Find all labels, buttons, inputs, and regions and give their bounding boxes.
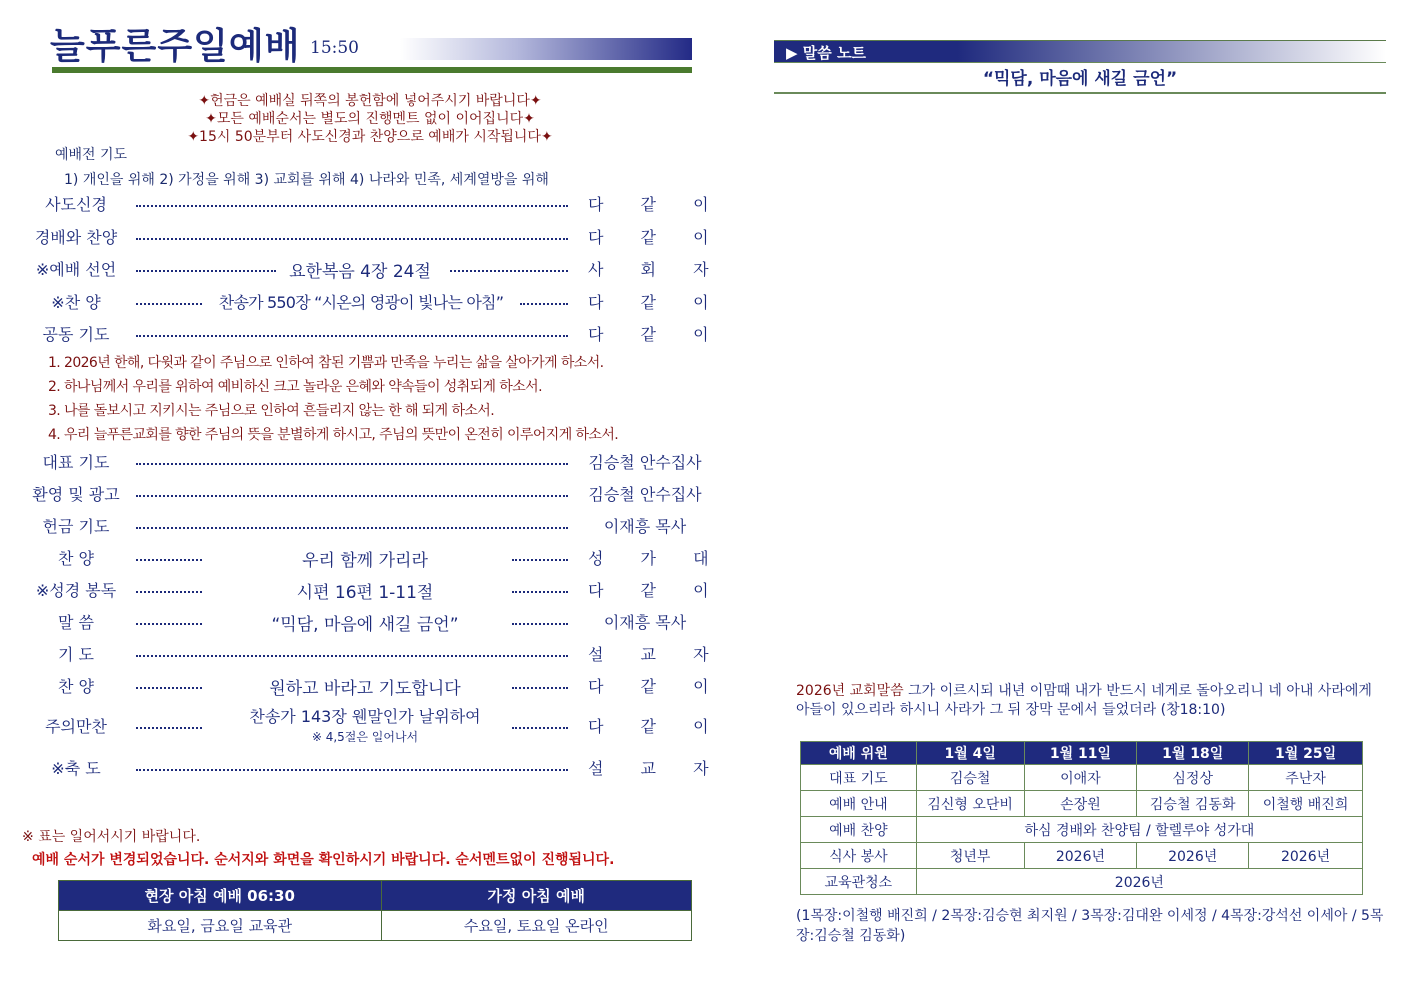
dotted-leader bbox=[512, 591, 568, 593]
order-leader: 다 같 이 bbox=[588, 677, 725, 696]
order-row bbox=[20, 514, 710, 540]
order-content: 원하고 바라고 기도합니다 bbox=[269, 679, 461, 699]
prayer-item: 3. 나를 돌보시고 지키시는 주님으로 인하여 흔들리지 않는 한 해 되게 하소서. bbox=[48, 403, 495, 419]
notice-start-time: ✦15시 50분부터 사도신경과 찬양으로 예배가 시작됩니다✦ bbox=[187, 129, 553, 145]
order-label: 말 씀 bbox=[58, 613, 94, 632]
dotted-leader bbox=[136, 623, 202, 625]
order-content: 찬송가 143장 웬말인가 날위하여 bbox=[249, 707, 481, 726]
order-content: 우리 함께 가리라 bbox=[302, 551, 428, 571]
table-cell: 수요일, 토요일 온라인 bbox=[381, 911, 692, 941]
order-leader: 이재흥 목사 bbox=[603, 517, 687, 536]
dotted-leader bbox=[136, 270, 276, 272]
table-cell: 하심 경배와 찬양팀 / 할렐루야 성가대 bbox=[916, 817, 1362, 843]
dotted-leader bbox=[136, 527, 568, 529]
order-leader: 다 같 이 bbox=[588, 228, 725, 247]
divider bbox=[774, 62, 1386, 63]
order-row bbox=[20, 450, 710, 476]
order-label: 경배와 찬양 bbox=[34, 228, 118, 247]
order-content: “믹담, 마음에 새길 금언” bbox=[271, 615, 459, 635]
order-leader: 설 교 자 bbox=[588, 759, 725, 778]
row-label: 식사 봉사 bbox=[801, 843, 917, 869]
table-row bbox=[801, 791, 1363, 817]
order-label: 기 도 bbox=[58, 645, 94, 664]
dotted-leader bbox=[136, 591, 202, 593]
order-leader: 이재흥 목사 bbox=[603, 613, 687, 632]
dotted-leader bbox=[136, 655, 568, 657]
order-row bbox=[20, 674, 725, 700]
title-gradient-bar bbox=[400, 38, 692, 60]
order-row bbox=[20, 225, 725, 251]
dotted-leader bbox=[512, 559, 568, 561]
morning-service-table bbox=[58, 880, 692, 941]
prayer-item: 2. 하나님께서 우리를 위하여 예비하신 크고 놀라운 은혜와 약속들이 성취되게 하소서. bbox=[48, 379, 542, 395]
year-verse bbox=[796, 682, 1386, 720]
table-header: 1월 25일 bbox=[1249, 742, 1363, 765]
order-row bbox=[20, 322, 725, 348]
divider bbox=[774, 92, 1386, 94]
order-leader: 김승철 안수집사 bbox=[588, 485, 702, 504]
year-verse-label: 2026년 교회말씀 bbox=[796, 683, 904, 699]
order-leader: 다 같 이 bbox=[588, 195, 725, 214]
order-row bbox=[20, 610, 710, 636]
table-cell: 김신형 오단비 bbox=[916, 791, 1024, 817]
order-row bbox=[20, 578, 725, 604]
sermon-note-label: ▶ 말씀 노트 bbox=[786, 44, 866, 62]
order-label: ※축 도 bbox=[51, 759, 101, 778]
dotted-leader bbox=[136, 463, 568, 465]
order-row bbox=[20, 756, 725, 782]
table-cell: 김승철 김동화 bbox=[1137, 791, 1249, 817]
dotted-leader bbox=[136, 495, 568, 497]
table-header: 가정 아침 예배 bbox=[381, 881, 692, 911]
sermon-note-title: “믹담, 마음에 새길 금언” bbox=[982, 69, 1178, 89]
table-header: 1월 18일 bbox=[1137, 742, 1249, 765]
row-label: 예배 찬양 bbox=[801, 817, 917, 843]
order-label: 공동 기도 bbox=[42, 325, 110, 344]
order-label: ※예배 선언 bbox=[35, 260, 117, 279]
table-cell: 김승철 bbox=[916, 765, 1024, 791]
service-time: 15:50 bbox=[310, 38, 359, 58]
order-content: 요한복음 4장 24절 bbox=[289, 262, 431, 282]
dotted-leader bbox=[136, 238, 568, 240]
table-row bbox=[801, 765, 1363, 791]
dotted-leader bbox=[520, 303, 568, 305]
order-label: 찬 양 bbox=[58, 677, 94, 696]
order-label: 환영 및 광고 bbox=[32, 485, 120, 504]
dotted-leader bbox=[136, 303, 202, 305]
notice-offering: ✦헌금은 예배실 뒤쪽의 봉헌함에 넣어주시기 바랍니다✦ bbox=[198, 93, 542, 109]
dotted-leader bbox=[512, 687, 568, 689]
table-cell: 이철행 배진희 bbox=[1249, 791, 1363, 817]
change-notice: 예배 순서가 변경되었습니다. 순서지와 화면을 확인하시기 바랍니다. 순서멘트없이 진행됩니다. bbox=[32, 852, 615, 868]
table-row bbox=[801, 843, 1363, 869]
title-divider bbox=[52, 67, 692, 73]
sermon-note-bar bbox=[774, 40, 1386, 62]
order-row bbox=[20, 482, 710, 508]
order-row bbox=[20, 257, 725, 283]
dotted-leader bbox=[136, 769, 568, 771]
stand-note: ※ 표는 일어서시기 바랍니다. bbox=[22, 829, 201, 845]
table-cell: 손장원 bbox=[1024, 791, 1137, 817]
duty-roster-table bbox=[800, 741, 1363, 895]
order-leader: 다 같 이 bbox=[588, 581, 725, 600]
table-header: 예배 위원 bbox=[801, 742, 917, 765]
order-label: ※찬 양 bbox=[51, 293, 101, 312]
dotted-leader bbox=[136, 205, 568, 207]
table-cell: 2026년 bbox=[916, 869, 1362, 895]
dotted-leader bbox=[136, 687, 202, 689]
dotted-leader bbox=[450, 270, 568, 272]
order-leader: 다 같 이 bbox=[588, 293, 725, 312]
table-header: 1월 11일 bbox=[1024, 742, 1137, 765]
order-leader: 김승철 안수집사 bbox=[588, 453, 702, 472]
order-row bbox=[20, 642, 725, 668]
table-row bbox=[801, 817, 1363, 843]
dotted-leader bbox=[512, 623, 568, 625]
small-group-leaders: (1목장:이철행 배진희 / 2목장:김승현 최지원 / 3목장:김대완 이세정 / 4목장:강석선 이세아 / 5목장:김승철 김동화) bbox=[796, 908, 1384, 944]
table-cell: 2026년 bbox=[1024, 843, 1137, 869]
table-cell: 2026년 bbox=[1137, 843, 1249, 869]
notice-no-ment: ✦모든 예배순서는 별도의 진행멘트 없이 이어집니다✦ bbox=[205, 111, 535, 127]
dotted-leader bbox=[136, 727, 202, 729]
row-label: 대표 기도 bbox=[801, 765, 917, 791]
order-subnote: ※ 4,5절은 일어나서 bbox=[311, 730, 419, 744]
table-row bbox=[801, 869, 1363, 895]
order-content: 찬송가 550장 “시온의 영광이 빛나는 아침” bbox=[218, 293, 504, 312]
table-cell: 청년부 bbox=[916, 843, 1024, 869]
order-content: 시편 16편 1-11절 bbox=[296, 583, 434, 603]
dotted-leader bbox=[136, 559, 202, 561]
year-verse-text: 그가 이르시되 내년 이맘때 내가 반드시 네게로 돌아오리니 네 아내 사라에게 아들이 있으리라 하시니 사라가 그 뒤 장막 문에서 들었더라 (창18:10) bbox=[796, 683, 1372, 718]
prayer-item: 1. 2026년 한해, 다윗과 같이 주님으로 인하여 참된 기쁨과 만족을 누리는 삶을 살아가게 하소서. bbox=[48, 355, 604, 371]
page-title: 늘푸른주일예배 bbox=[50, 26, 301, 67]
order-label: ※성경 봉독 bbox=[35, 581, 117, 600]
order-label: 사도신경 bbox=[45, 195, 107, 214]
order-leader: 사 회 자 bbox=[588, 260, 725, 279]
row-label: 예배 안내 bbox=[801, 791, 917, 817]
pre-prayer-label: 예배전 기도 bbox=[55, 147, 128, 163]
order-leader: 설 교 자 bbox=[588, 645, 725, 664]
order-row bbox=[20, 707, 725, 744]
dotted-leader bbox=[512, 727, 568, 729]
order-row bbox=[20, 290, 725, 316]
order-label: 주의만찬 bbox=[45, 717, 107, 736]
table-header: 현장 아침 예배 06:30 bbox=[59, 881, 382, 911]
order-leader: 다 같 이 bbox=[588, 325, 725, 344]
order-row bbox=[20, 192, 725, 218]
order-label: 찬 양 bbox=[58, 549, 94, 568]
order-label: 헌금 기도 bbox=[42, 517, 110, 536]
table-cell: 이애자 bbox=[1024, 765, 1137, 791]
dotted-leader bbox=[136, 335, 568, 337]
table-header: 1월 4일 bbox=[916, 742, 1024, 765]
table-cell: 화요일, 금요일 교육관 bbox=[59, 911, 382, 941]
table-cell: 심정상 bbox=[1137, 765, 1249, 791]
table-cell: 2026년 bbox=[1249, 843, 1363, 869]
order-leader: 다 같 이 bbox=[588, 717, 725, 736]
prayer-item: 4. 우리 늘푸른교회를 향한 주님의 뜻을 분별하게 하시고, 주님의 뜻만이 온전히 이루어지게 하소서. bbox=[48, 427, 619, 443]
order-row bbox=[20, 546, 725, 572]
row-label: 교육관청소 bbox=[801, 869, 917, 895]
order-leader: 성 가 대 bbox=[588, 549, 725, 568]
pre-prayer-items: 1) 개인을 위해 2) 가정을 위해 3) 교회를 위해 4) 나라와 민족, 세계열방을 위해 bbox=[64, 172, 549, 188]
table-cell: 주난자 bbox=[1249, 765, 1363, 791]
order-label: 대표 기도 bbox=[42, 453, 110, 472]
